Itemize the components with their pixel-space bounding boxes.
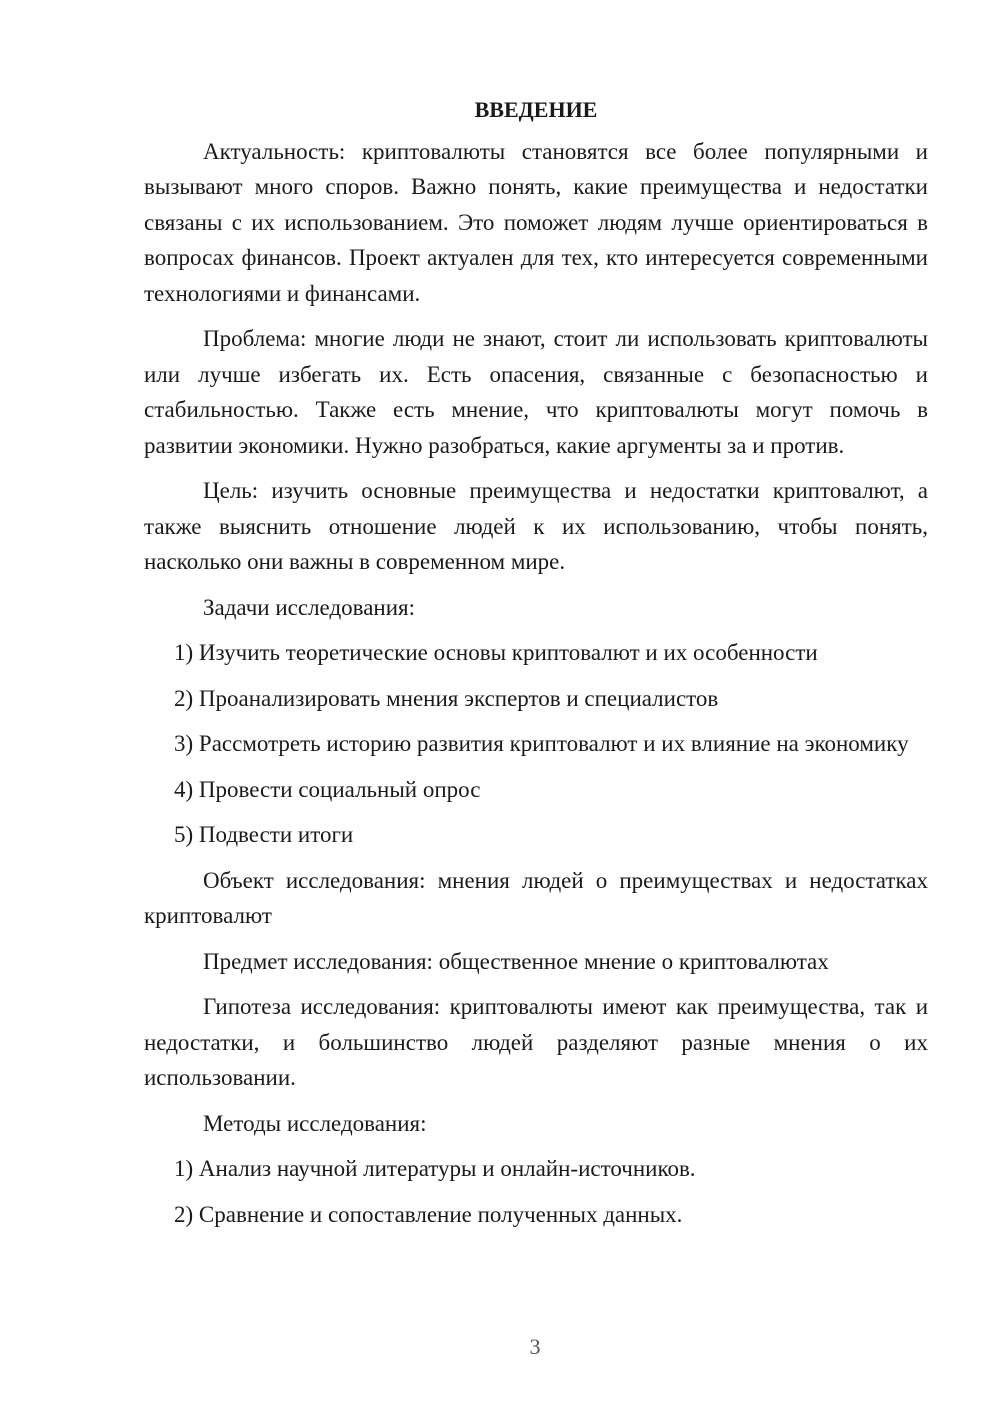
- task-item: 3) Рассмотреть историю развития криптовалют и их влияние на экономику: [174, 731, 909, 756]
- object-paragraph: Объект исследования: мнения людей о преимуществах и недостатках криптовалют: [144, 867, 928, 928]
- methods-label: Методы исследования:: [203, 1110, 427, 1136]
- problem-paragraph: Проблема: многие люди не знают, стоит ли использовать криптовалюты или лучше избегать их. Есть опасения, связанные с безопасностью и стабильностью. Также есть мнение, что криптовалюты могут помочь в развитии экономики. Нужно разобраться, какие аргументы за и против.: [144, 326, 928, 458]
- hypothesis-paragraph: Гипотеза исследования: криптовалюты имеют как преимущества, так и недостатки, и большинство людей разделяют разные мнения о их использовании.: [144, 994, 928, 1090]
- relevance-paragraph: Актуальность: криптовалюты становятся все более популярными и вызывают много споров. Важно понять, какие преимущества и недостатки связаны с их использованием. Это поможет людям лучше ориентироваться в вопросах финансов. Проект актуален для тех, кто интересуется современными технологиями и финансами.: [144, 138, 928, 306]
- task-item: 5) Подвести итоги: [174, 822, 354, 847]
- page-number: 3: [529, 1334, 541, 1359]
- goal-paragraph: Цель: изучить основные преимущества и недостатки криптовалют, а также выяснить отношение людей к их использованию, чтобы понять, насколько они важны в современном мире.: [144, 478, 928, 574]
- task-item: 2) Проанализировать мнения экспертов и специалистов: [174, 685, 719, 711]
- task-item: 1) Изучить теоретические основы криптовалют и их особенности: [174, 640, 818, 665]
- page-title: ВВЕДЕНИЕ: [474, 97, 598, 122]
- method-item: 2) Сравнение и сопоставление полученных данных.: [174, 1201, 683, 1227]
- document-page: [144, 92, 928, 1242]
- tasks-label: Задачи исследования:: [203, 594, 416, 620]
- method-item: 1) Анализ научной литературы и онлайн-источников.: [174, 1156, 696, 1181]
- task-item: 4) Провести социальный опрос: [174, 776, 481, 802]
- subject-paragraph: Предмет исследования: общественное мнение о криптовалютах: [203, 948, 829, 974]
